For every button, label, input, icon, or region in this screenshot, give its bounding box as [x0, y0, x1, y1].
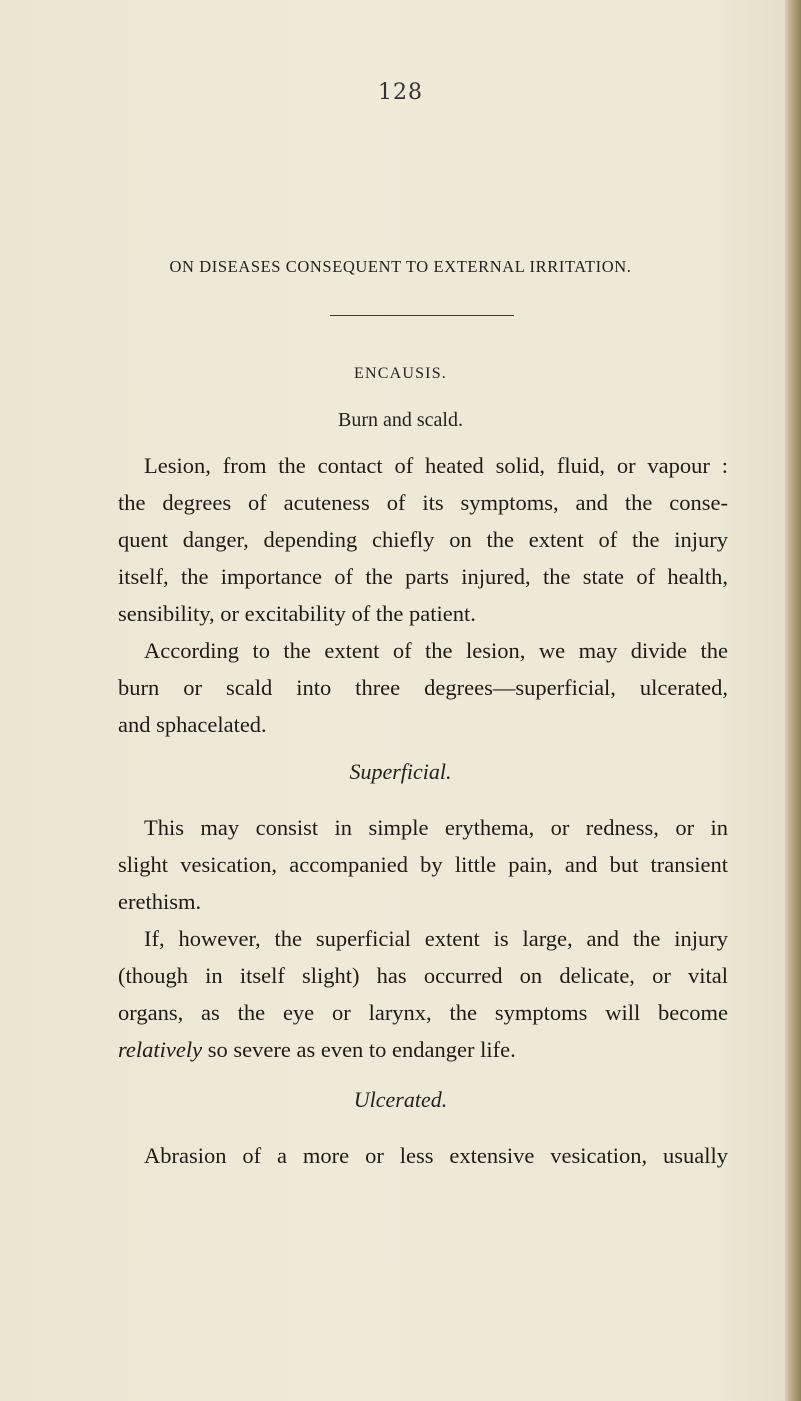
text-line: Abrasion of a more or less extensive vesication, usually — [144, 1143, 728, 1168]
section-subtitle: Burn and scald. — [338, 409, 463, 431]
superficial-paragraph — [118, 809, 728, 920]
text-line: Lesion, from the contact of heated solid, fluid, or vapour : — [144, 453, 728, 478]
section-title: ENCAUSIS. — [353, 365, 448, 382]
ulcerated-heading: Ulcerated. — [353, 1087, 448, 1112]
page-edge-shadow — [785, 0, 801, 1401]
section-divider — [330, 315, 514, 316]
text-line: If, however, the superficial extent is large, and the injury — [144, 926, 728, 951]
intro-paragraph — [118, 447, 728, 632]
text-line: (though in itself slight) has occurred on delicate, or vital — [118, 963, 728, 988]
superficial-heading: Superficial. — [349, 759, 452, 784]
italic-word: relatively — [118, 1037, 203, 1062]
text-line: slight vesication, accompanied by little pain, and but transient — [118, 852, 728, 877]
text-line: According to the extent of the lesion, we may divide the — [144, 638, 728, 663]
text-line: itself, the importance of the parts injured, the state of health, — [118, 564, 728, 589]
ulcerated-paragraph — [118, 1137, 728, 1174]
text-line: sensibility, or excitability of the patient. — [118, 601, 476, 626]
text-line: This may consist in simple erythema, or redness, or in — [144, 815, 728, 840]
text-line: erethism. — [118, 889, 202, 914]
however-paragraph — [118, 920, 728, 1068]
text-line: quent danger, depending chiefly on the extent of the injury — [118, 527, 728, 552]
text-fragment: so severe as even to endanger life. — [202, 1037, 516, 1062]
text-line: organs, as the eye or larynx, the symptoms will become — [118, 1000, 728, 1025]
text-line: the degrees of acuteness of its symptoms, and the conse- — [118, 490, 728, 515]
running-head: ON DISEASES CONSEQUENT TO EXTERNAL IRRITATION. — [169, 257, 632, 276]
text-line — [118, 1031, 728, 1068]
text-line: and sphacelated. — [118, 712, 267, 737]
division-paragraph — [118, 632, 728, 743]
text-line: burn or scald into three degrees—superficial, ulcerated, — [118, 675, 728, 700]
page-number: 128 — [378, 80, 423, 105]
